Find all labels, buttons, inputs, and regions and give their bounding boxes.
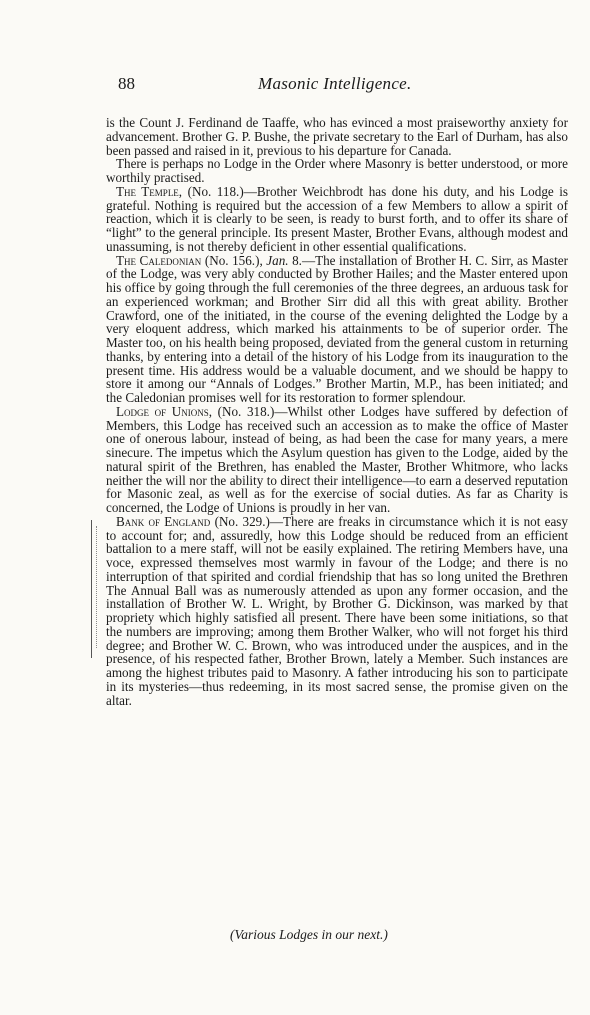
paragraph-text: (No. 118.)—Brother Weichbrodt has done his duty, and his Lodge is grateful. Nothing is required but the accession of a few Members to allow a spirit of reaction, which it is clearly to be seen, is ready to burst forth, and to offer its share of “light” to the general principle. Its present Master, Brother Evans, although modest and unassuming, is not thereby deficient in other essential qualifications. (106, 183, 568, 254)
lodge-name: Bank of England (116, 513, 211, 529)
paragraph-text: 8.—The installation of Brother H. C. Sirr, as Master of the Lodge, was very ably conducted by Brother Hailes; and the Master entered upon his office by going through the full ceremonies of the three degrees, an arduous task for an experienced workman; and Brother Sirr did all this with great ability. Brother Crawford, one of the initiated, in the course of the evening delighted the Lodge by a very eloquent address, which marked his attainments to be of superior order. The Master too, on his health being proposed, deviated from the general custom in returning thanks, by entering into a detail of the history of his Lodge from its inauguration to the present time. His address would be a valuable document, and we should be happy to store it among our “Annals of Lodges.” Brother Martin, M.P., has been initiated; and the Caledonian promises well for its restoration to former splendour. (106, 252, 568, 405)
lodge-number: (No. 156.), (201, 252, 267, 268)
article-body (106, 116, 568, 707)
paragraph-text: (No. 329.)—There are freaks in circumstance which it is not easy to account for; and, assuredly, how this Lodge should be reduced from an efficient battalion to a mere staff, will not be easily explained. The retiring Members have, una voce, expressed themselves most warmly in favour of the Lodge; and there is no interruption of that spirited and cordial friendship that has so long united the Brethren The Annual Ball was as numerously attended as upon any former occasion, and the installation of Brother W. L. Wright, by Brother G. Dickinson, was marked by that propriety which highly satisfied all present. There have been some initiations, so that the numbers are improving; among them Brother Walker, who will not forget his third degree; and Brother W. C. Brown, who was introduced under the auspices, and in the presence, of his respected father, Brother Brown, lately a Member. Such instances are among the highest tributes paid to Masonry. A father introducing his son to participate in its mysteries—thus redeeming, in its most sacred sense, the promise given on the altar. (106, 513, 568, 708)
page-number: 88 (118, 74, 135, 93)
page-header (118, 74, 448, 98)
paragraph-caledonian (106, 254, 568, 405)
paragraph-masonry (106, 157, 568, 185)
closing-note: (Various Lodges in our next.) (230, 927, 388, 942)
paragraph-text: is the Count J. Ferdinand de Taaffe, who has evinced a most praiseworthy anxiety for advancement. Brother G. P. Bushe, the private secretary to the Earl of Durham, has also been passed and raised in it, previous to his departure for Canada. (106, 115, 568, 158)
running-title: Masonic Intelligence. (258, 74, 412, 93)
paragraph-text: (No. 318.)—Whilst other Lodges have suffered by defection of Members, this Lodge has received such an accession as to make the office of Master one of onerous labour, instead of being, as had been the case for many years, a mere sinecure. The impetus which the Asylum question has given to the Lodge, aided by the natural spirit of the Brethren, has enabled the Master, Brother Whitmore, who lacks neither the will nor the ability to direct their intelligence—to earn a deserved reputation for Masonic zeal, as well as for the exercise of social duties. As far as Charity is concerned, the Lodge of Unions is proudly in her van. (106, 403, 568, 515)
paragraph-temple (106, 185, 568, 254)
lodge-name: The Temple, (116, 183, 183, 199)
paragraph-unions (106, 405, 568, 515)
paragraph-bank-of-england (106, 515, 568, 708)
lodge-name: Lodge of Unions, (116, 403, 213, 419)
margin-dotted-line (96, 526, 98, 648)
paragraph-intro (106, 116, 568, 157)
date-month: Jan. (266, 252, 289, 268)
paragraph-text: There is perhaps no Lodge in the Order where Masonry is better understood, or more worthily practised. (106, 156, 568, 185)
lodge-name: The Caledonian (116, 252, 202, 268)
